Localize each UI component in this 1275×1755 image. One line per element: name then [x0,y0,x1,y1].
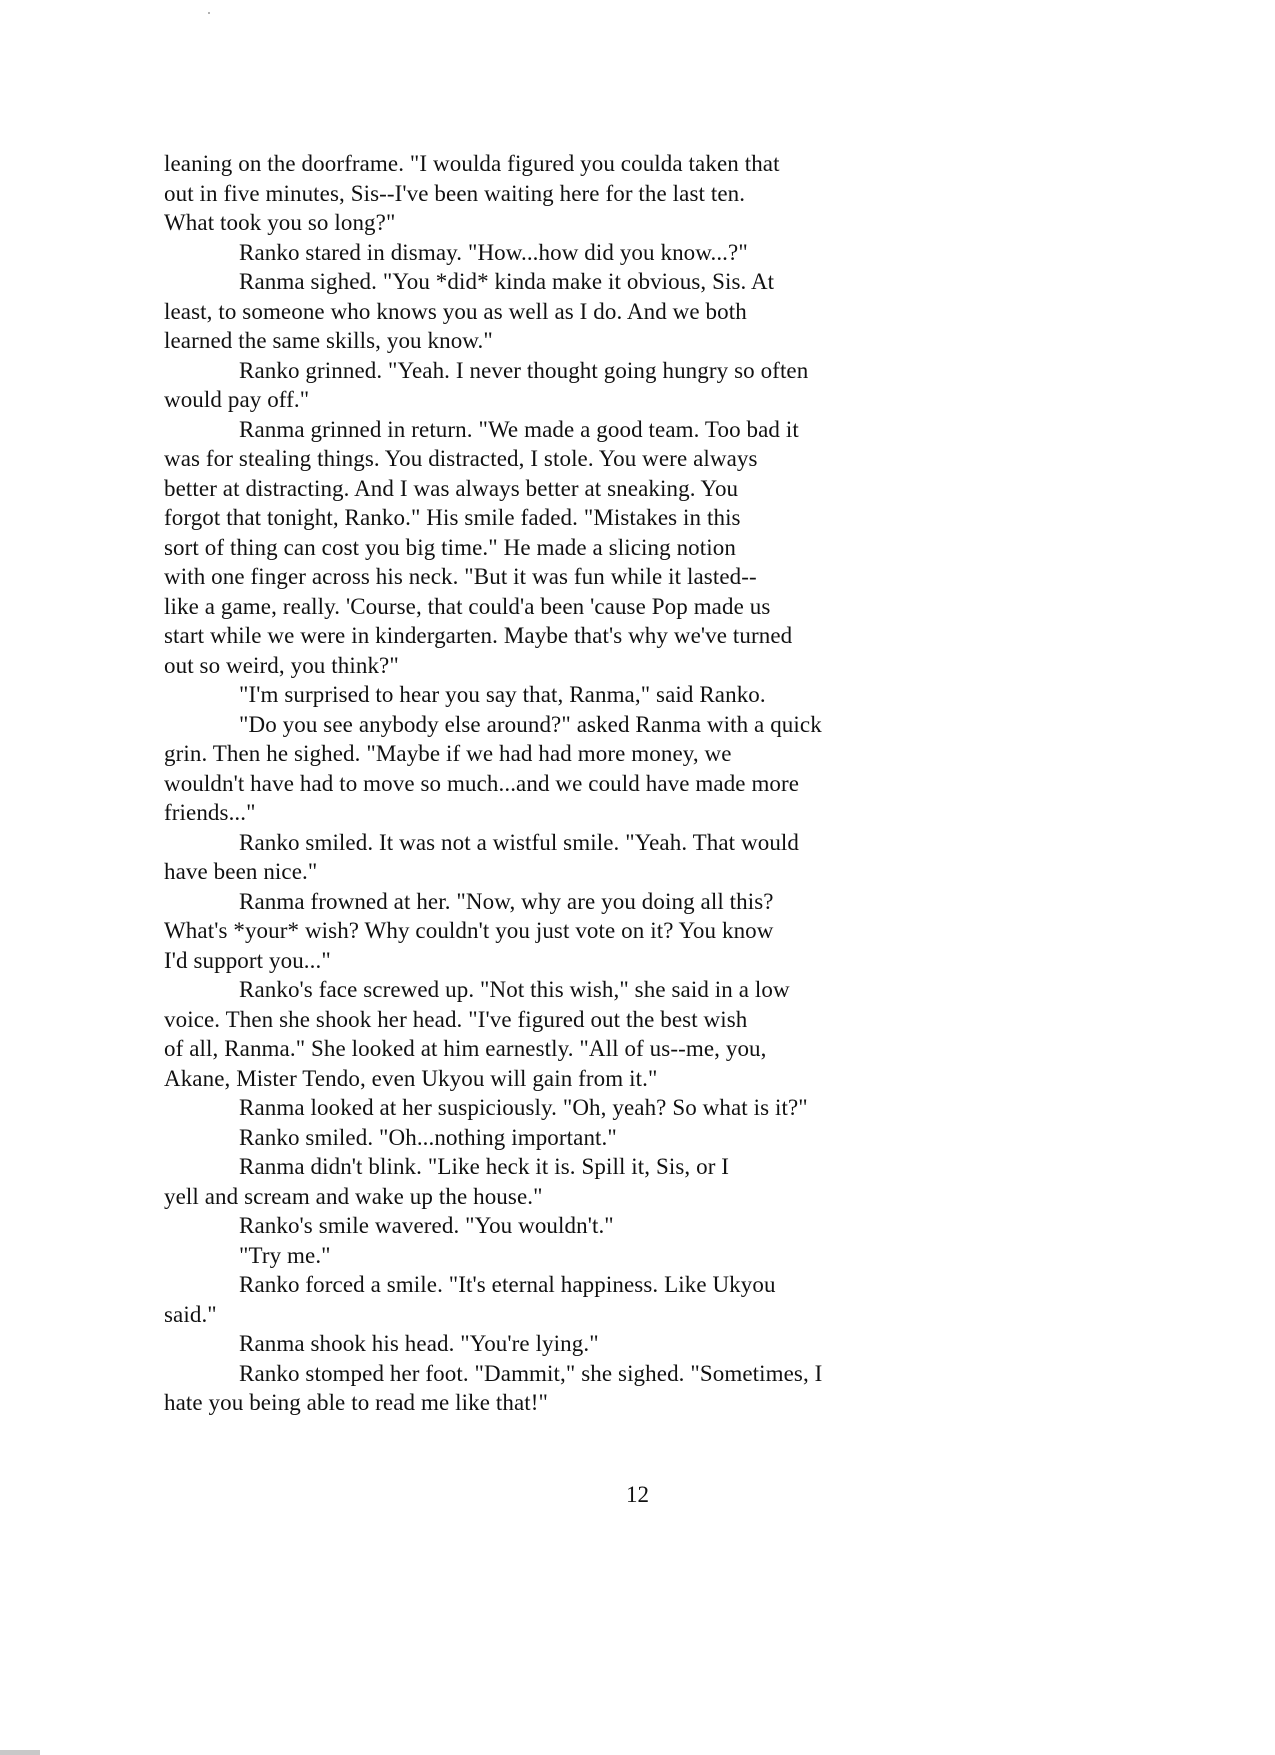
text-line: of all, Ranma." She looked at him earnestly. "All of us--me, you, [164,1036,767,1061]
text-line: have been nice." [164,859,318,884]
text-line: was for stealing things. You distracted, I stole. You were always [164,446,758,471]
text-line: Ranko grinned. "Yeah. I never thought going hungry so often [239,357,809,383]
text-line: leaning on the doorframe. "I woulda figured you coulda taken that [164,151,780,176]
text-line: would pay off." [164,387,310,412]
text-line: yell and scream and wake up the house." [164,1183,543,1209]
text-line: What took you so long?" [164,210,396,235]
text-line: What's *your* wish? Why couldn't you just vote on it? You know [164,918,774,943]
text-line: with one finger across his neck. "But it was fun while it lasted-- [164,564,757,589]
page-number: 12 [626,1482,649,1507]
text-line: start while we were in kindergarten. Maybe that's why we've turned [164,623,793,648]
text-line: out so weird, you think?" [164,652,399,678]
text-line: Ranma looked at her suspiciously. "Oh, yeah? So what is it?" [239,1095,808,1120]
scan-edge-mark [0,1750,40,1755]
text-line: like a game, really. 'Course, that could'a been 'cause Pop made us [164,593,771,619]
text-line: Ranko smiled. "Oh...nothing important." [239,1124,617,1150]
text-line: Ranko's smile wavered. "You wouldn't." [239,1213,614,1238]
text-line: friends..." [164,800,256,825]
text-line: "I'm surprised to hear you say that, Ranma," said Ranko. [239,682,766,707]
text-line: Akane, Mister Tendo, even Ukyou will gain from it." [164,1065,658,1091]
text-line: Ranma shook his head. "You're lying." [239,1331,599,1356]
text-line: Ranko smiled. It was not a wistful smile. "Yeah. That would [239,829,800,855]
text-line: better at distracting. And I was always better at sneaking. You [164,475,739,501]
text-line: "Do you see anybody else around?" asked Ranma with a quick [239,711,822,737]
text-line: Ranma grinned in return. "We made a good team. Too bad it [239,416,799,442]
text-line: learned the same skills, you know." [164,328,493,353]
text-line: out in five minutes, Sis--I've been waiting here for the last ten. [164,180,746,206]
body-text [164,149,924,1418]
text-line: "Try me." [239,1242,331,1268]
text-line: Ranko's face screwed up. "Not this wish," she said in a low [239,977,790,1002]
text-line: sort of thing can cost you big time." He made a slicing notion [164,534,736,560]
text-line: Ranko stomped her foot. "Dammit," she sighed. "Sometimes, I [239,1360,823,1386]
text-line: Ranma sighed. "You *did* kinda make it obvious, Sis. At [239,269,775,294]
text-line: least, to someone who knows you as well as I do. And we both [164,298,747,324]
text-line: forgot that tonight, Ranko." His smile faded. "Mistakes in this [164,505,741,530]
text-line: I'd support you..." [164,947,331,973]
scan-speck [208,12,210,14]
text-line: voice. Then she shook her head. "I've figured out the best wish [164,1006,748,1032]
text-line: Ranma frowned at her. "Now, why are you doing all this? [239,888,774,914]
text-line: grin. Then he sighed. "Maybe if we had had more money, we [164,741,732,766]
text-line: wouldn't have had to move so much...and we could have made more [164,770,800,796]
text-line: said." [164,1301,217,1327]
text-line: Ranko forced a smile. "It's eternal happiness. Like Ukyou [239,1272,776,1297]
text-line: Ranko stared in dismay. "How...how did you know...?" [239,239,748,265]
text-line: Ranma didn't blink. "Like heck it is. Spill it, Sis, or I [239,1154,730,1179]
text-line: hate you being able to read me like that!" [164,1390,549,1415]
